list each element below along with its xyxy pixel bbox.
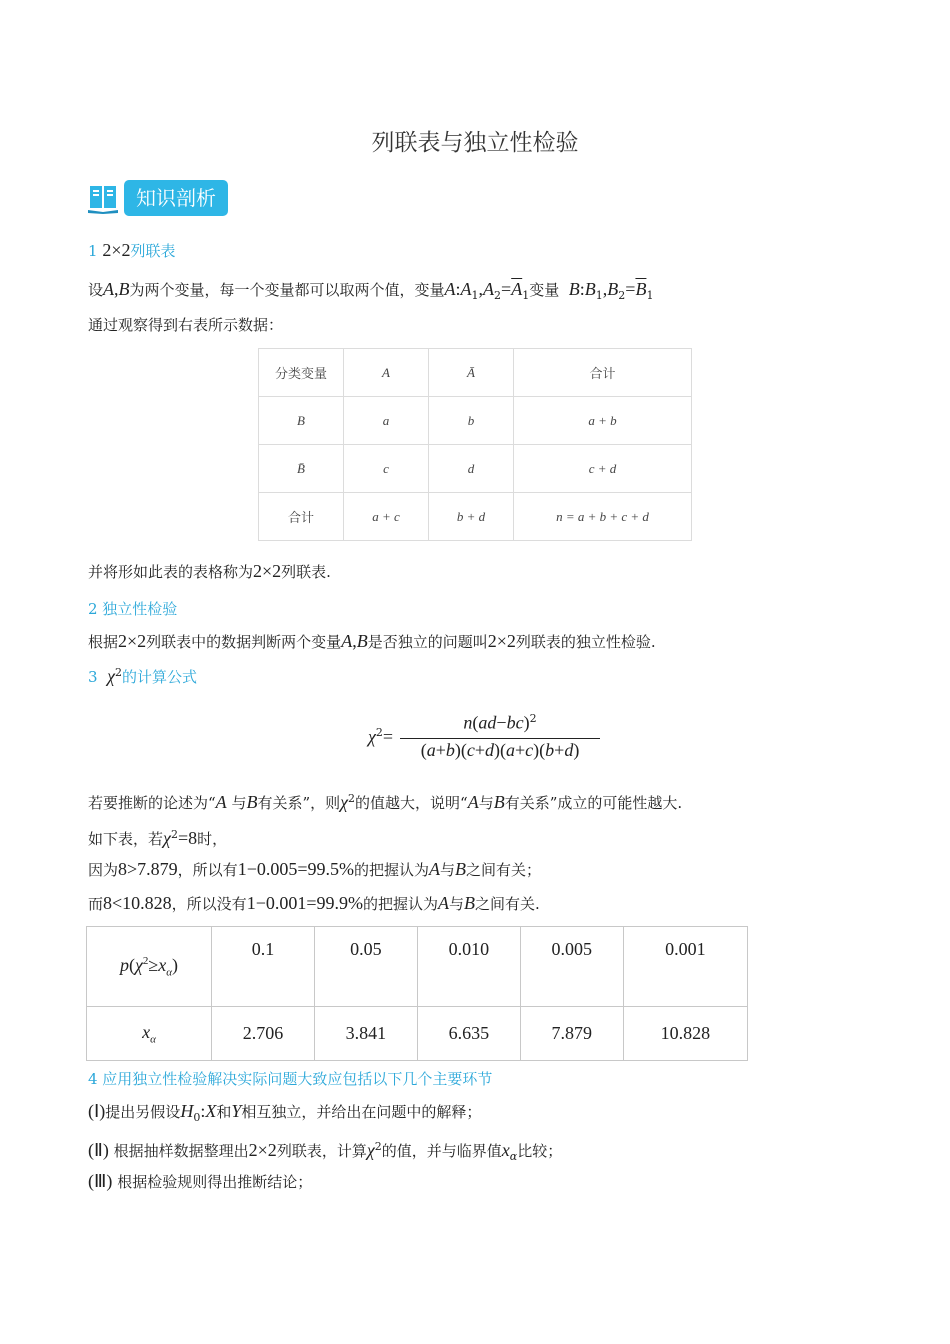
table-cell: c	[344, 445, 429, 493]
section-4-heading: 4 应用独立性检验解决实际问题大致应包括以下几个主要环节	[88, 1070, 493, 1088]
table-cell: d	[429, 445, 514, 493]
table-row	[259, 397, 692, 445]
table-cell: 6.635	[417, 1007, 520, 1061]
paragraph-example: 如下表，若$\chi^2=8$时，	[88, 828, 228, 848]
paragraph-because: 因为8>7.879，所以有1−0.005=99.5%的把握认为A与B之间有关；	[88, 859, 542, 879]
table-cell: 0.001	[623, 927, 747, 1007]
table-cell: n = a + b + c + d	[514, 493, 692, 541]
table-row	[87, 1007, 748, 1061]
table-cell: a	[344, 397, 429, 445]
table-cell: $p(\chi^2\ge x_\alpha)$	[87, 927, 212, 1007]
chi-square-formula: $\chi^2=$ $n(ad-bc)^2$ (a+b)(c+d)(a+c)(b+d)	[360, 710, 600, 770]
paragraph-naming: 并将形如此表的表格称为2×2列联表.	[88, 561, 331, 581]
table-cell: 合计	[259, 493, 344, 541]
table-cell: 0.005	[520, 927, 623, 1007]
table-cell: Ā	[429, 349, 514, 397]
open-book-icon	[88, 182, 118, 214]
table-cell: 10.828	[623, 1007, 747, 1061]
step-3: (Ⅲ) 根据检验规则得出推断结论；	[88, 1171, 313, 1191]
section-3-heading: 3 $\chi^2$的计算公式	[88, 666, 198, 686]
table-cell: 分类变量	[259, 349, 344, 397]
paragraph-independence: 根据2×2列联表中的数据判断两个变量A,B是否独立的问题叫2×2列联表的独立性检验.	[88, 631, 656, 651]
table-cell: 0.1	[212, 927, 315, 1007]
paragraph-inference: 若要推断的论述为“A 与B有关系”，则$\chi^2$的值越大，说明“A与B有关系”成立的可能性越大.	[88, 792, 683, 812]
page-title: 列联表与独立性检验	[371, 130, 579, 156]
table-row	[259, 493, 692, 541]
table-cell: a + b	[514, 397, 692, 445]
contingency-table	[258, 348, 692, 541]
section-1-heading: 1 2×2列联表	[88, 240, 176, 260]
table-cell: 2.706	[212, 1007, 315, 1061]
paragraph-observe: 通过观察得到右表所示数据：	[88, 316, 284, 334]
section-2-heading: 2 独立性检验	[88, 600, 178, 618]
step-1: (Ⅰ)提出另假设$H_0:X$和Y相互独立，并给出在问题中的解释；	[88, 1101, 482, 1124]
table-cell: c + d	[514, 445, 692, 493]
table-cell: A	[344, 349, 429, 397]
step-2: (Ⅱ) 根据抽样数据整理出2×2列联表，计算$\chi^2$的值，并与临界值$x_\alpha$比较；	[88, 1140, 563, 1163]
table-row	[259, 349, 692, 397]
table-row	[259, 445, 692, 493]
table-cell: B̄	[259, 445, 344, 493]
table-cell: b + d	[429, 493, 514, 541]
banner-label: 知识剖析	[124, 180, 228, 216]
critical-value-table	[86, 926, 748, 1061]
table-cell: 7.879	[520, 1007, 623, 1061]
table-cell: 3.841	[314, 1007, 417, 1061]
table-cell: $x_\alpha$	[87, 1007, 212, 1061]
table-cell: 0.010	[417, 927, 520, 1007]
paragraph-variables: 设A,B为两个变量，每一个变量都可以取两个值，变量$A:A_1,A_2=\overline{A}_1$变量 $B:B_1,B_2=\overline{B}_1$	[88, 279, 654, 302]
section-banner	[88, 180, 228, 216]
table-row	[87, 927, 748, 1007]
table-cell: 合计	[514, 349, 692, 397]
table-cell: B	[259, 397, 344, 445]
table-cell: 0.05	[314, 927, 417, 1007]
paragraph-however: 而8<10.828，所以没有1−0.001=99.9%的把握认为A与B之间有关.	[88, 893, 540, 913]
table-cell: b	[429, 397, 514, 445]
table-cell: a + c	[344, 493, 429, 541]
